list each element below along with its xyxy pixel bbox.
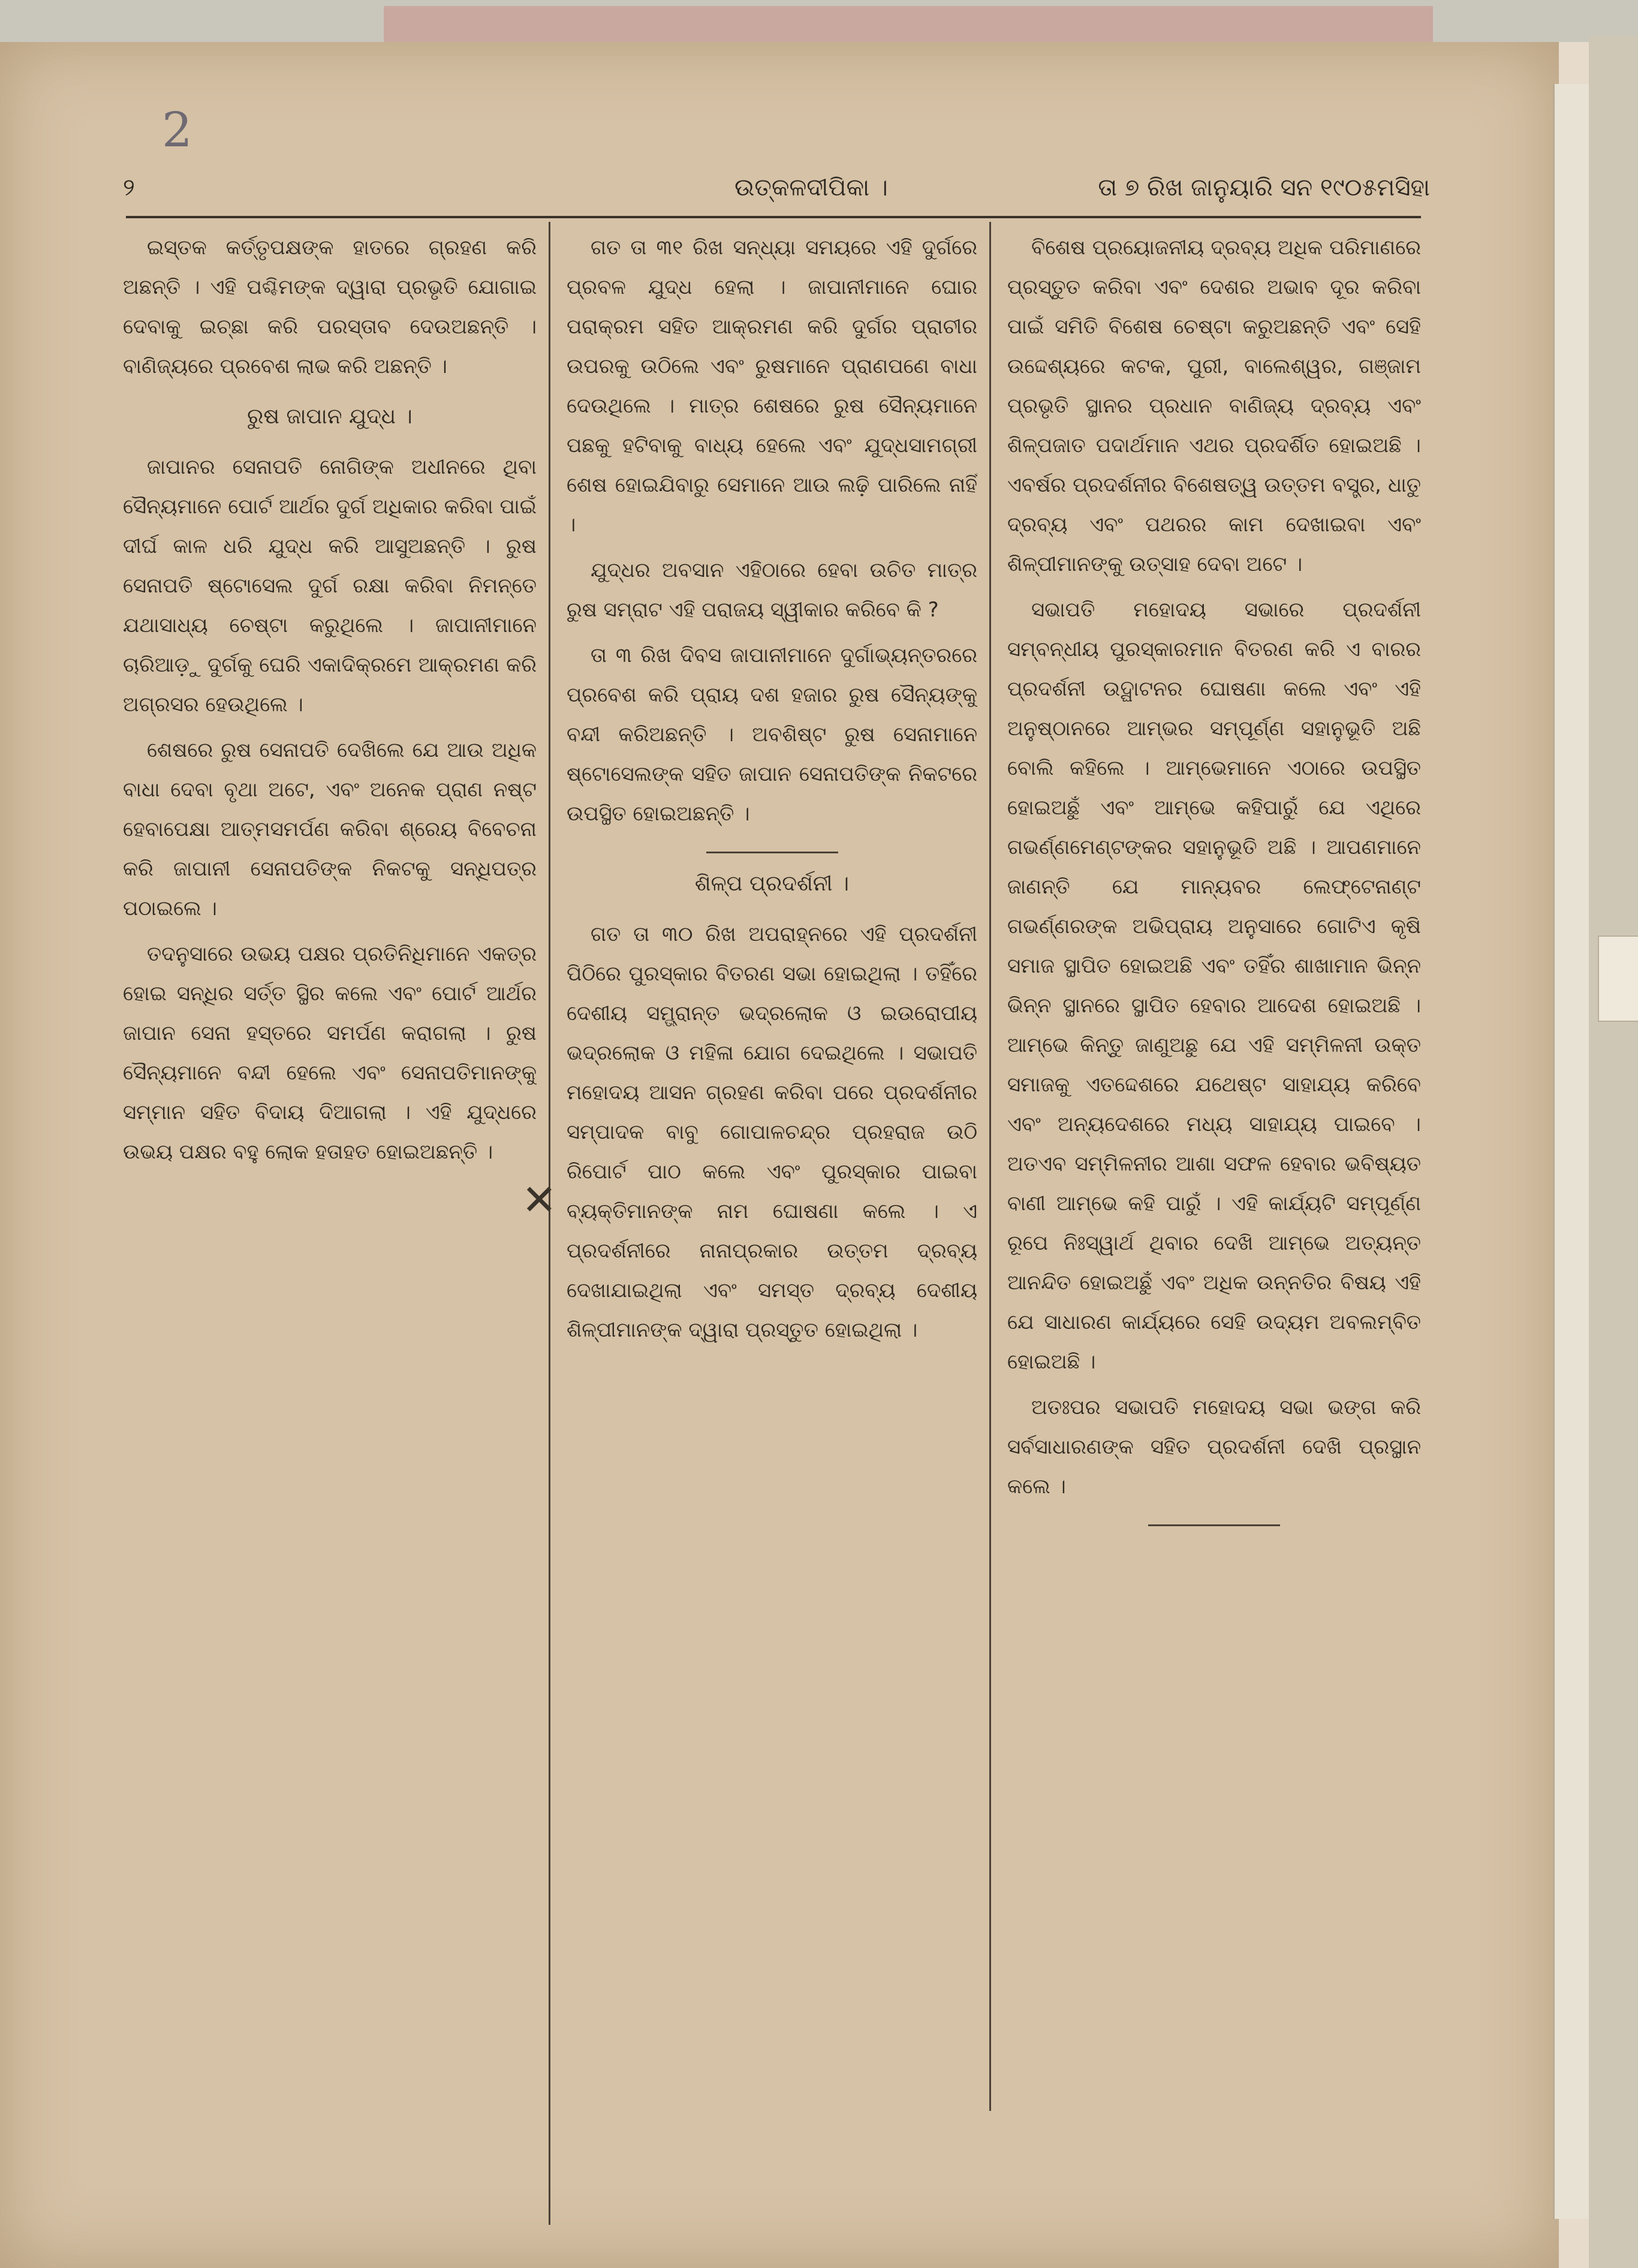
header-paper-name: ଉତ୍କଳଦୀପିକା । [734, 174, 888, 201]
column-3 [1007, 228, 1421, 2117]
col1-paragraph: ଇସ୍ତକ କର୍ତ୍ତୃପକ୍ଷଙ୍କ ହାତରେ ଗ୍ରହଣ କରି ଅଛନ୍ତି । ଏହି ପଶ୍ଚିମଙ୍କ ଦ୍ୱାରା ପ୍ରଭୃତି ଯୋଗାଇ ଦେବାକୁ ଇଚ୍ଛା କରି ପରସ୍ତାବ ଦେଉଅଛନ୍ତି । ବାଣିଜ୍ୟରେ ପ୍ରବେଶ ଲାଭ କରି ଅଛନ୍ତି । [123, 236, 537, 378]
col2-paragraph: ତା ୩ ରିଖ ଦିବସ ଜାପାନୀମାନେ ଦୁର୍ଗାଭ୍ୟନ୍ତରରେ ପ୍ରବେଶ କରି ପ୍ରାୟ ଦଶ ହଜାର ରୁଷ ସୈନ୍ୟଙ୍କୁ ବନ୍ଦୀ କରିଅଛନ୍ତି । ଅବଶିଷ୍ଟ ରୁଷ ସେନାମାନେ ଷ୍ଟୋସେଲଙ୍କ ସହିତ ଜାପାନ ସେନାପତିଙ୍କ ନିକଟରେ ଉପସ୍ଥିତ ହୋଇଅଛନ୍ତି । [567, 643, 977, 826]
column-2 [567, 228, 977, 2225]
col1-heading: ରୁଷ ଜାପାନ ଯୁଦ୍ଧ । [247, 404, 412, 429]
column-divider-2 [989, 222, 991, 2111]
col3-paragraph: ସଭାପତି ମହୋଦୟ ସଭାରେ ପ୍ରଦର୍ଶନୀ ସମ୍ବନ୍ଧୀୟ ପୁରସ୍କାରମାନ ବିତରଣ କରି ଏ ବାରର ପ୍ରଦର୍ଶନୀ ଉଦ୍ଘାଟନର ଘୋଷଣା କଲେ ଏବଂ ଏହି ଅନୁଷ୍ଠାନରେ ଆମ୍ଭର ସମ୍ପୂର୍ଣ୍ଣ ସହାନୁଭୂତି ଅଛି ବୋଲି କହିଲେ । ଆମ୍ଭେମାନେ ଏଠାରେ ଉପସ୍ଥିତ ହୋଇଅଛୁଁ ଏବଂ ଆମ୍ଭେ କହିପାରୁଁ ଯେ ଏଥିରେ ଗଭର୍ଣ୍ଣମେଣ୍ଟଙ୍କର ସହାନୁଭୂତି ଅଛି । ଆପଣମାନେ ଜାଣନ୍ତି ଯେ ମାନ୍ୟବର ଲେଫ୍ଟେନାଣ୍ଟ ଗଭର୍ଣ୍ଣରଙ୍କ ଅଭିପ୍ରାୟ ଅନୁସାରେ ଗୋଟିଏ କୃଷି ସମାଜ ସ୍ଥାପିତ ହୋଇଅଛି ଏବଂ ତହିଁର ଶାଖାମାନ ଭିନ୍ନ ଭିନ୍ନ ସ୍ଥାନରେ ସ୍ଥାପିତ ହେବାର ଆଦେଶ ହୋଇଅଛି । ଆମ୍ଭେ କିନ୍ତୁ ଜାଣୁଅଛୁ ଯେ ଏହି ସମ୍ମିଳନୀ ଉକ୍ତ ସମାଜକୁ ଏତଦ୍ଦେଶରେ ଯଥେଷ୍ଟ ସାହାଯ୍ୟ କରିବେ ଏବଂ ଅନ୍ୟଦେଶରେ ମଧ୍ୟ ସାହାଯ୍ୟ ପାଇବେ । ଅତଏବ ସମ୍ମିଳନୀର ଆଶା ସଫଳ ହେବାର ଭବିଷ୍ୟତ ବାଣୀ ଆମ୍ଭେ କହି ପାରୁଁ । ଏହି କାର୍ଯ୍ୟଟି ସମ୍ପୂର୍ଣ୍ଣ ରୂପେ ନିଃସ୍ୱାର୍ଥ ଥିବାର ଦେଖି ଆମ୍ଭେ ଅତ୍ୟନ୍ତ ଆନନ୍ଦିତ ହୋଇଅଛୁଁ ଏବଂ ଅଧିକ ଉନ୍ନତିର ବିଷୟ ଏହି ଯେ ସାଧାରଣ କାର୍ଯ୍ୟରେ ସେହି ଉଦ୍ୟମ ଅବଲମ୍ବିତ ହୋଇଅଛି । [1007, 598, 1421, 1374]
header-date: ତା ୭ ରିଖ ଜାନୁୟାରି ସନ ୧୯୦୫ମସିହା [1098, 174, 1430, 201]
col2-heading: ଶିଳ୍ପ ପ୍ରଦର୍ଶନୀ । [694, 871, 850, 896]
header-page-number: ୨ [123, 174, 135, 201]
col3-paragraph: ବିଶେଷ ପ୍ରୟୋଜନୀୟ ଦ୍ରବ୍ୟ ଅଧିକ ପରିମାଣରେ ପ୍ରସ୍ତୁତ କରିବା ଏବଂ ଦେଶର ଅଭାବ ଦୂର କରିବା ପାଇଁ ସମିତି ବିଶେଷ ଚେଷ୍ଟା କରୁଅଛନ୍ତି ଏବଂ ସେହି ଉଦ୍ଦେଶ୍ୟରେ କଟକ, ପୁରୀ, ବାଲେଶ୍ୱର, ଗଞ୍ଜାମ ପ୍ରଭୃତି ସ୍ଥାନର ପ୍ରଧାନ ବାଣିଜ୍ୟ ଦ୍ରବ୍ୟ ଏବଂ ଶିଳ୍ପଜାତ ପଦାର୍ଥମାନ ଏଥର ପ୍ରଦର୍ଶିତ ହୋଇଅଛି । ଏବର୍ଷର ପ୍ରଦର୍ଶନୀର ବିଶେଷତ୍ୱ ଉତ୍ତମ ବସ୍ତ୍ର, ଧାତୁ ଦ୍ରବ୍ୟ ଏବଂ ପଥରର କାମ ଦେଖାଇବା ଏବଂ ଶିଳ୍ପୀମାନଙ୍କୁ ଉତ୍ସାହ ଦେବା ଅଟେ । [1007, 236, 1421, 576]
header-rule [126, 216, 1421, 218]
section-rule [706, 852, 838, 853]
col2-paragraph: ଯୁଦ୍ଧର ଅବସାନ ଏହିଠାରେ ହେବା ଉଚିତ ମାତ୍ର ରୁଷ ସମ୍ରାଟ ଏହି ପରାଜୟ ସ୍ୱୀକାର କରିବେ କି ? [567, 558, 977, 622]
end-rule [1148, 1524, 1280, 1526]
tape-strip [1598, 936, 1638, 1022]
col3-paragraph: ଅତଃପର ସଭାପତି ମହୋଦୟ ସଭା ଭଙ୍ଗ କରି ସର୍ବସାଧାରଣଙ୍କ ସହିତ ପ୍ରଦର୍ଶନୀ ଦେଖି ପ୍ରସ୍ଥାନ କଲେ । [1007, 1395, 1421, 1499]
col2-paragraph: ଗତ ତା ୩୦ ରିଖ ଅପରାହ୍ନରେ ଏହି ପ୍ରଦର୍ଶନୀ ପିଠିରେ ପୁରସ୍କାର ବିତରଣ ସଭା ହୋଇଥିଲା । ତହିଁରେ ଦେଶୀୟ ସମ୍ଭ୍ରାନ୍ତ ଭଦ୍ରଲୋକ ଓ ଇଉରୋପୀୟ ଭଦ୍ରଲୋକ ଓ ମହିଳା ଯୋଗ ଦେଇଥିଲେ । ସଭାପତି ମହୋଦୟ ଆସନ ଗ୍ରହଣ କରିବା ପରେ ପ୍ରଦର୍ଶନୀର ସମ୍ପାଦକ ବାବୁ ଗୋପାଳଚନ୍ଦ୍ର ପ୍ରହରାଜ ଉଠି ରିପୋର୍ଟ ପାଠ କଲେ ଏବଂ ପୁରସ୍କାର ପାଇବା ବ୍ୟକ୍ତିମାନଙ୍କ ନାମ ଘୋଷଣା କଲେ । ଏ ପ୍ରଦର୍ଶନୀରେ ନାନାପ୍ରକାର ଉତ୍ତମ ଦ୍ରବ୍ୟ ଦେଖାଯାଇଥିଲା ଏବଂ ସମସ୍ତ ଦ୍ରବ୍ୟ ଦେଶୀୟ ଶିଳ୍ପୀମାନଙ୍କ ଦ୍ୱାରା ପ୍ରସ୍ତୁତ ହୋଇଥିଲା । [567, 922, 977, 1342]
right-paper-edge [1553, 84, 1591, 2219]
red-cover-edge [384, 6, 1433, 42]
col2-paragraph: ଗତ ତା ୩୧ ରିଖ ସନ୍ଧ୍ୟା ସମୟରେ ଏହି ଦୁର୍ଗରେ ପ୍ରବଳ ଯୁଦ୍ଧ ହେଲା । ଜାପାନୀମାନେ ଘୋର ପରାକ୍ରମ ସହିତ ଆକ୍ରମଣ କରି ଦୁର୍ଗର ପ୍ରାଚୀର ଉପରକୁ ଉଠିଲେ ଏବଂ ରୁଷମାନେ ପ୍ରାଣପଣେ ବାଧା ଦେଉଥିଲେ । ମାତ୍ର ଶେଷରେ ରୁଷ ସୈନ୍ୟମାନେ ପଛକୁ ହଟିବାକୁ ବାଧ୍ୟ ହେଲେ ଏବଂ ଯୁଦ୍ଧସାମଗ୍ରୀ ଶେଷ ହୋଇଯିବାରୁ ସେମାନେ ଆଉ ଲଢ଼ି ପାରିଲେ ନାହିଁ । [567, 236, 977, 537]
column-1 [123, 228, 537, 2225]
page-header [123, 174, 1430, 216]
pencil-page-number: 2 [162, 102, 192, 158]
col1-paragraph: ତଦନୁସାରେ ଉଭୟ ପକ୍ଷର ପ୍ରତିନିଧିମାନେ ଏକତ୍ର ହୋଇ ସନ୍ଧିର ସର୍ତ୍ତ ସ୍ଥିର କଲେ ଏବଂ ପୋର୍ଟ ଆର୍ଥର ଜାପାନ ସେନା ହସ୍ତରେ ସମର୍ପଣ କରାଗଲା । ରୁଷ ସୈନ୍ୟମାନେ ବନ୍ଦୀ ହେଲେ ଏବଂ ସେନାପତିମାନଙ୍କୁ ସମ୍ମାନ ସହିତ ବିଦାୟ ଦିଆଗଲା । ଏହି ଯୁଦ୍ଧରେ ଉଭୟ ପକ୍ଷର ବହୁ ଲୋକ ହତାହତ ହୋଇଅଛନ୍ତି । [123, 942, 537, 1164]
col1-paragraph: ଜାପାନର ସେନାପତି ନୋଗିଙ୍କ ଅଧୀନରେ ଥିବା ସୈନ୍ୟମାନେ ପୋର୍ଟ ଆର୍ଥର ଦୁର୍ଗ ଅଧିକାର କରିବା ପାଇଁ ଦୀର୍ଘ କାଳ ଧରି ଯୁଦ୍ଧ କରି ଆସୁଅଛନ୍ତି । ରୁଷ ସେନାପତି ଷ୍ଟୋସେଲ ଦୁର୍ଗ ରକ୍ଷା କରିବା ନିମନ୍ତେ ଯଥାସାଧ୍ୟ ଚେଷ୍ଟା କରୁଥିଲେ । ଜାପାନୀମାନେ ଚାରିଆଡ଼ୁ ଦୁର୍ଗକୁ ଘେରି ଏକାଦିକ୍ରମେ ଆକ୍ରମଣ କରି ଅଗ୍ରସର ହେଉଥିଲେ । [123, 455, 537, 717]
col1-paragraph: ଶେଷରେ ରୁଷ ସେନାପତି ଦେଖିଲେ ଯେ ଆଉ ଅଧିକ ବାଧା ଦେବା ବୃଥା ଅଟେ, ଏବଂ ଅନେକ ପ୍ରାଣ ନଷ୍ଟ ହେବାପେକ୍ଷା ଆତ୍ମସମର୍ପଣ କରିବା ଶ୍ରେୟ ବିବେଚନା କରି ଜାପାନୀ ସେନାପତିଙ୍କ ନିକଟକୁ ସନ୍ଧିପତ୍ର ପଠାଇଲେ । [123, 738, 537, 921]
pen-mark-icon: ✕ [522, 1175, 557, 1225]
binding-edge [1589, 36, 1638, 2268]
